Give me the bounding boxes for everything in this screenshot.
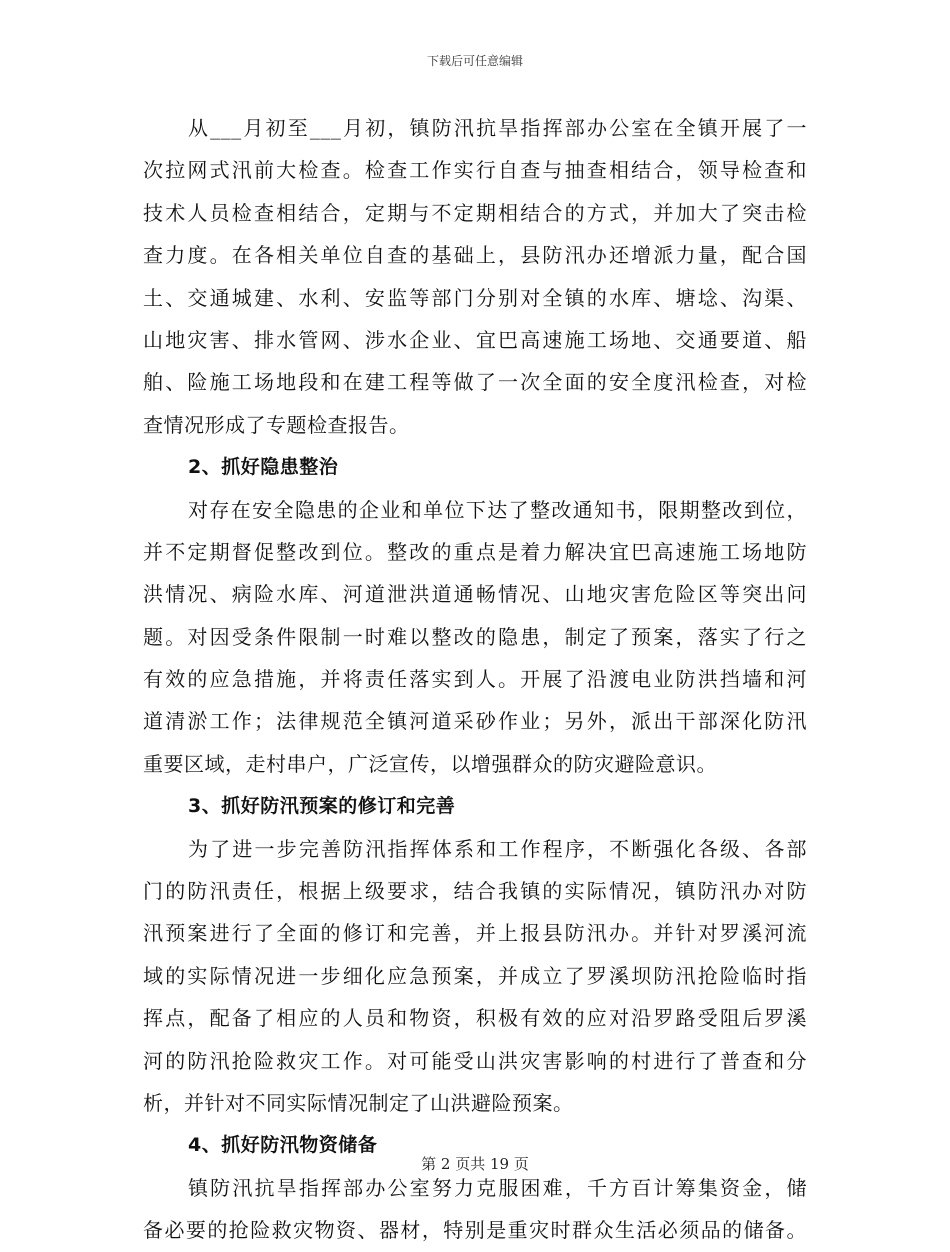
- page-header: 下载后可任意编辑: [426, 54, 523, 68]
- paragraph-line: 道清淤工作；法律规范全镇河道采砂作业；另外，派出干部深化防汛: [143, 709, 807, 734]
- paragraph-line: 题。对因受条件限制一时难以整改的隐患，制定了预案，落实了行之: [143, 624, 807, 649]
- paragraph-line: 山地灾害、排水管网、涉水企业、宜巴高速施工场地、交通要道、船: [143, 327, 807, 352]
- section-heading: 3、抓好防汛预案的修订和完善: [188, 795, 456, 818]
- paragraph-line: 镇防汛抗旱指挥部办公室努力克服困难，千方百计筹集资金，储: [188, 1175, 807, 1200]
- paragraph-line: 洪情况、病险水库、河道泄洪道通畅情况、山地灾害危险区等突出问: [143, 582, 807, 607]
- paragraph-line: 河的防汛抢险救灾工作。对可能受山洪灾害影响的村进行了普查和分: [143, 1048, 807, 1073]
- paragraph-line: 对存在安全隐患的企业和单位下达了整改通知书，限期整改到位，: [188, 497, 807, 522]
- paragraph-line: 舶、险施工场地段和在建工程等做了一次全面的安全度汛检查，对检: [143, 370, 807, 395]
- paragraph-line: 汛预案进行了全面的修订和完善，并上报县防汛办。并针对罗溪河流: [143, 921, 807, 946]
- paragraph-line: 查情况形成了专题检查报告。: [143, 412, 410, 437]
- paragraph-line: 土、交通城建、水利、安监等部门分别对全镇的水库、塘埝、沟渠、: [143, 285, 807, 310]
- paragraph-line: 析，并针对不同实际情况制定了山洪避险预案。: [143, 1090, 574, 1115]
- paragraph-line: 查力度。在各相关单位自查的基础上，县防汛办还增派力量，配合国: [143, 243, 807, 268]
- paragraph-line: 域的实际情况进一步细化应急预案，并成立了罗溪坝防汛抢险临时指: [143, 963, 807, 988]
- paragraph-line: 技术人员检查相结合，定期与不定期相结合的方式，并加大了突击检: [143, 200, 807, 225]
- paragraph-line: 从___月初至___月初，镇防汛抗旱指挥部办公室在全镇开展了一: [188, 116, 807, 140]
- paragraph-line: 有效的应急措施，并将责任落实到人。开展了沿渡电业防洪挡墙和河: [143, 667, 807, 692]
- paragraph-line: 挥点，配备了相应的人员和物资，积极有效的应对沿罗路受阻后罗溪: [143, 1006, 807, 1031]
- paragraph-line: 为了进一步完善防汛指挥体系和工作程序，不断强化各级、各部: [188, 836, 807, 861]
- paragraph-line: 重要区域，走村串户，广泛宣传，以增强群众的防灾避险意识。: [143, 751, 717, 776]
- section-heading: 4、抓好防汛物资储备: [188, 1134, 378, 1157]
- paragraph-line: 并不定期督促整改到位。整改的重点是着力解决宜巴高速施工场地防: [143, 539, 807, 564]
- paragraph-line: 门的防汛责任，根据上级要求，结合我镇的实际情况，镇防汛办对防: [143, 879, 807, 904]
- paragraph-line: 次拉网式汛前大检查。检查工作实行自查与抽查相结合，领导检查和: [143, 158, 807, 183]
- paragraph-line: 备必要的抢险救灾物资、器材，特别是重灾时群众生活必须品的储备。: [143, 1218, 807, 1243]
- section-heading: 2、抓好隐患整治: [188, 456, 339, 479]
- page-footer: 第 2 页共 19 页: [421, 1155, 529, 1173]
- document-body: [143, 107, 807, 1252]
